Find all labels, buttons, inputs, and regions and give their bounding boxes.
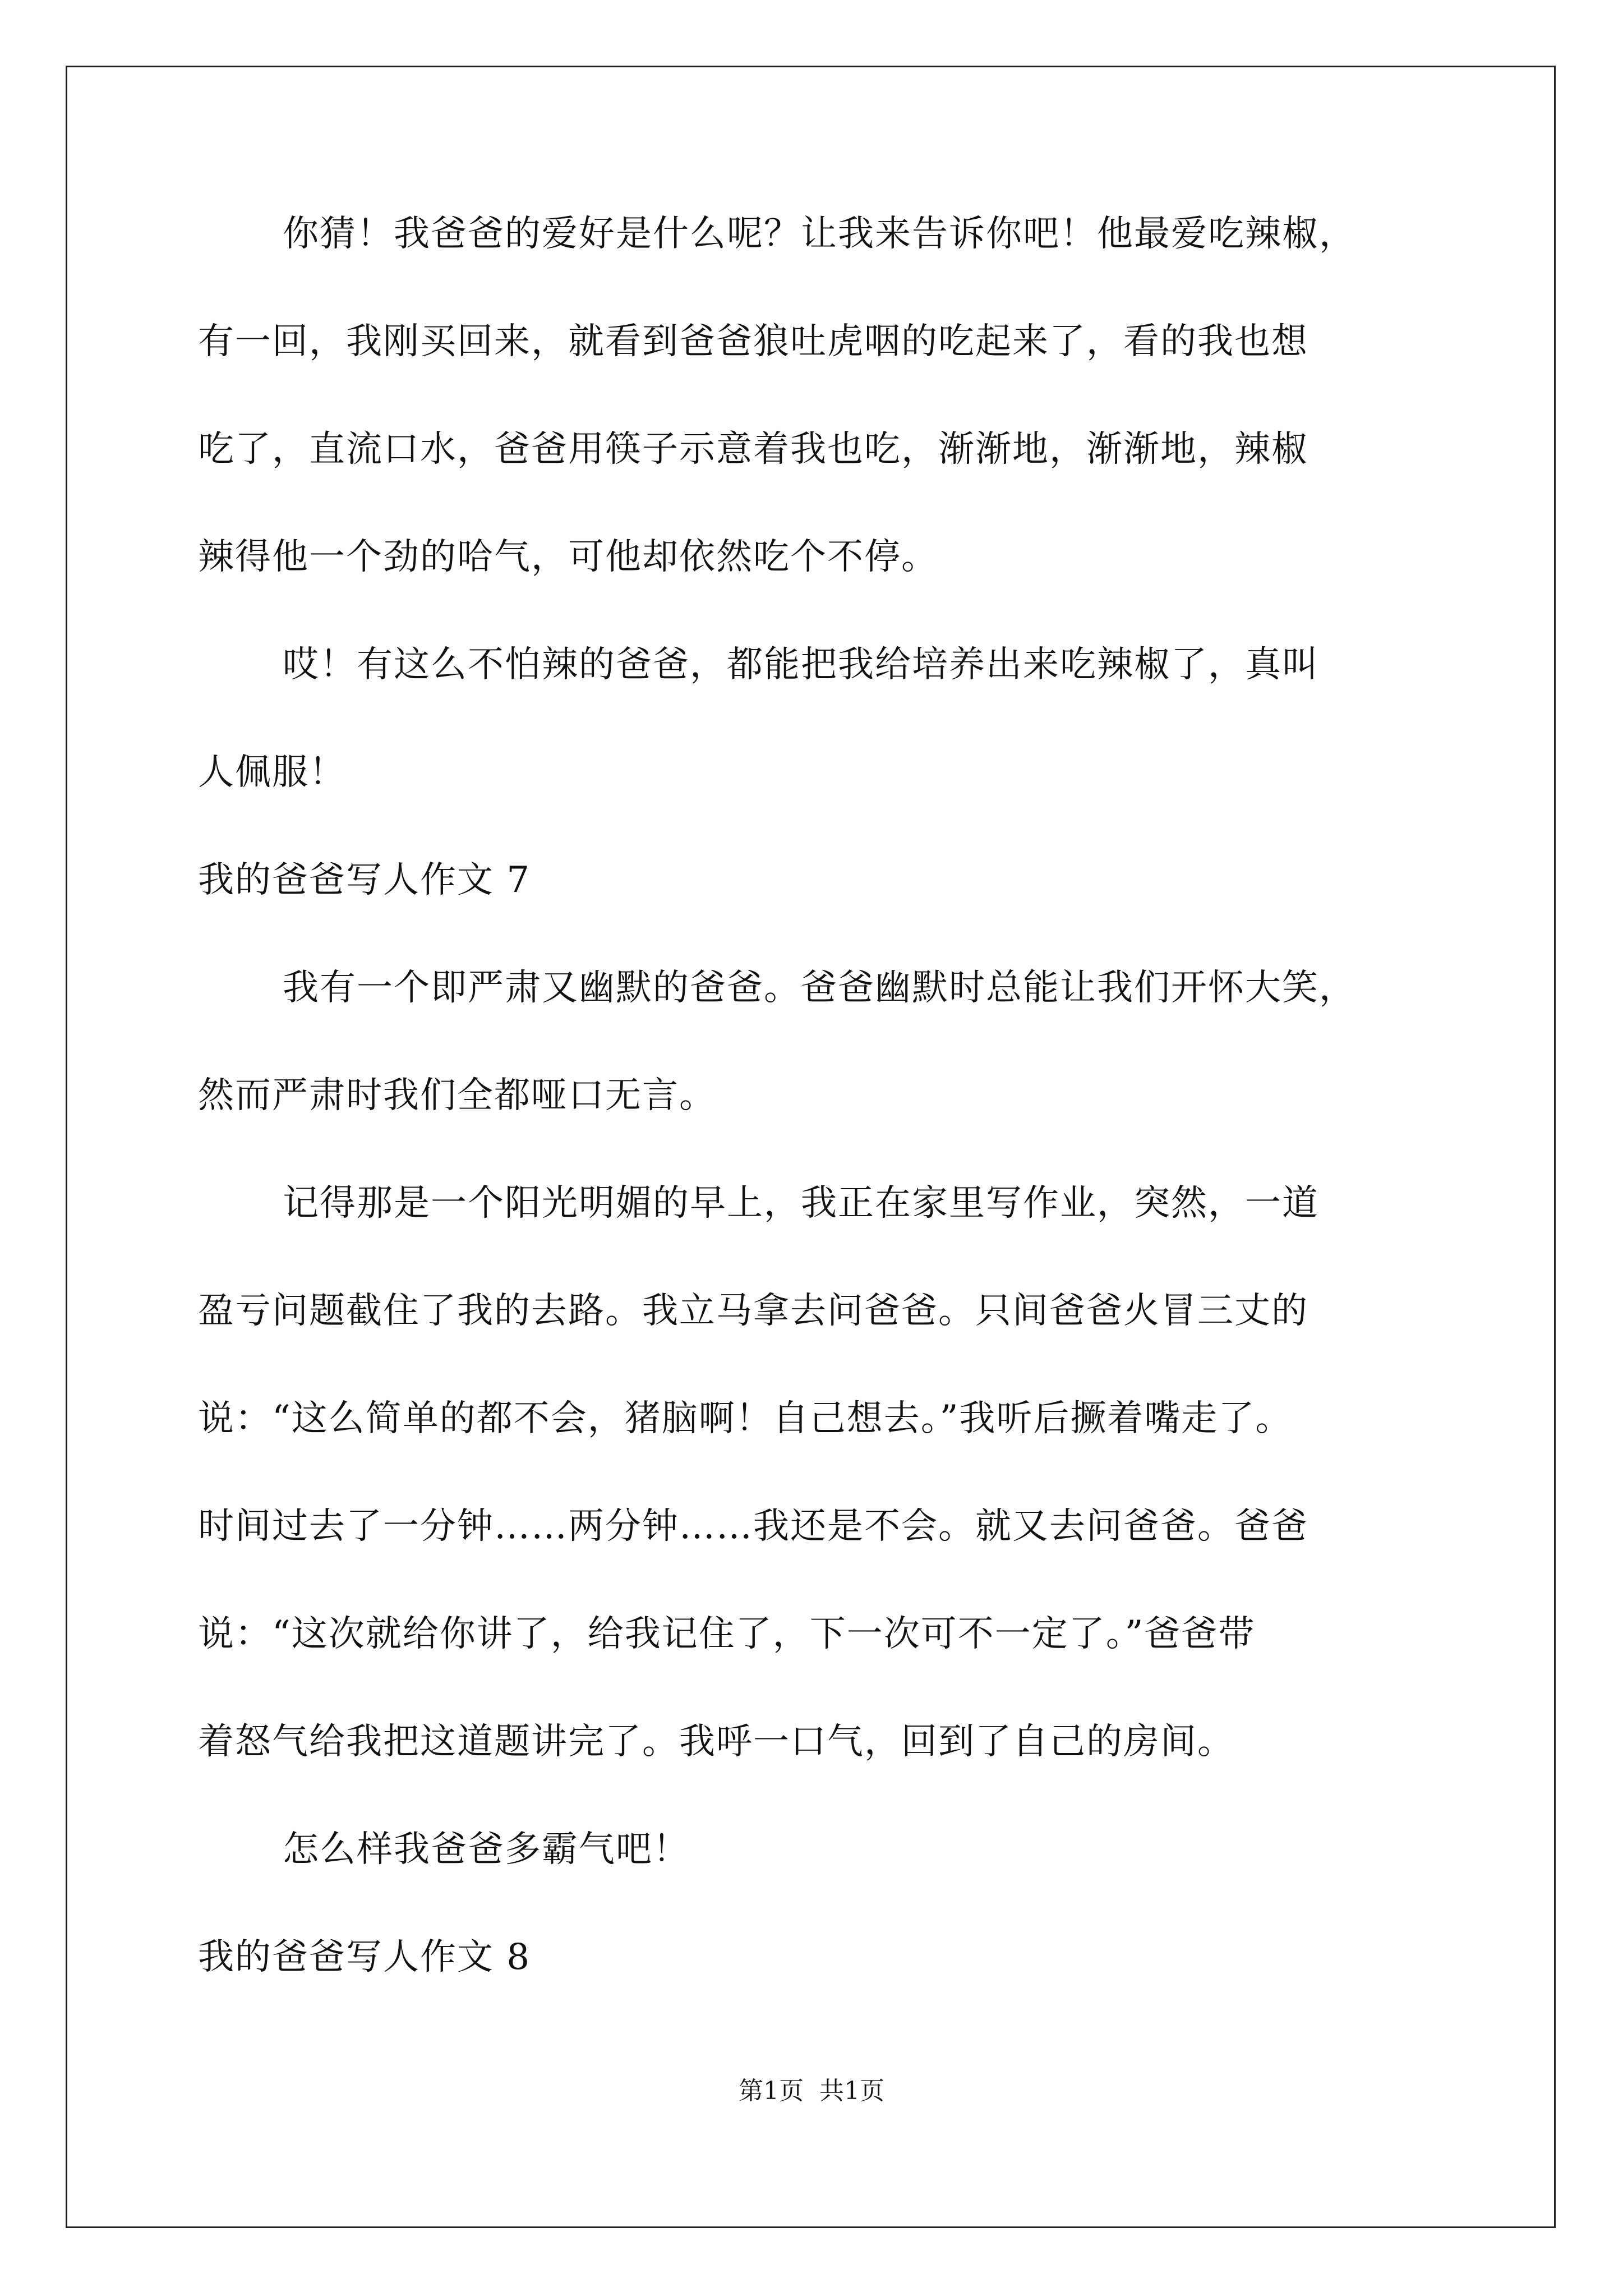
paragraph-line: 辣得他一个劲的哈气，可他却依然吃个不停。 [198,536,938,578]
paragraph-line: 人佩服！ [198,752,346,793]
section-heading: 我的爸爸写人作文 8 [198,1936,531,1978]
paragraph-line: 说：“这次就给你讲了，给我记住了，下一次可不一定了。”爸爸带 [198,1613,1256,1655]
paragraph-line: 我有一个即严肃又幽默的爸爸。爸爸幽默时总能让我们开怀大笑， [283,967,1356,1009]
paragraph-line: 有一回，我刚买回来，就看到爸爸狼吐虎咽的吃起来了，看的我也想 [198,321,1308,362]
section-heading: 我的爸爸写人作文 7 [198,859,531,901]
paragraph-line: 哎！有这么不怕辣的爸爸，都能把我给培养出来吃辣椒了，真叫 [283,644,1319,685]
paragraph-line: 着怒气给我把这道题讲完了。我呼一口气，回到了自己的房间。 [198,1721,1234,1763]
page-number: 第1页 [739,2077,804,2105]
page-count: 共1页 [819,2077,884,2105]
paragraph-line: 时间过去了一分钟……两分钟……我还是不会。就又去问爸爸。爸爸 [198,1506,1308,1547]
paragraph-line: 吃了，直流口水，爸爸用筷子示意着我也吃，渐渐地，渐渐地，辣椒 [198,429,1308,470]
paragraph-line: 你猜！我爸爸的爱好是什么呢？让我来告诉你吧！他最爱吃辣椒， [283,213,1356,255]
paragraph-line: 说：“这么简单的都不会，猪脑啊！自己想去。”我听后撅着嘴走了。 [198,1398,1293,1439]
paragraph-line: 然而严肃时我们全都哑口无言。 [198,1075,716,1116]
paragraph-line: 怎么样我爸爸多霸气吧！ [283,1829,690,1870]
paragraph-line: 记得那是一个阳光明媚的早上，我正在家里写作业，突然，一道 [283,1182,1319,1224]
page-footer [0,2076,1623,2107]
paragraph-line: 盈亏问题截住了我的去路。我立马拿去问爸爸。只间爸爸火冒三丈的 [198,1290,1308,1332]
document-body [198,208,1432,2039]
